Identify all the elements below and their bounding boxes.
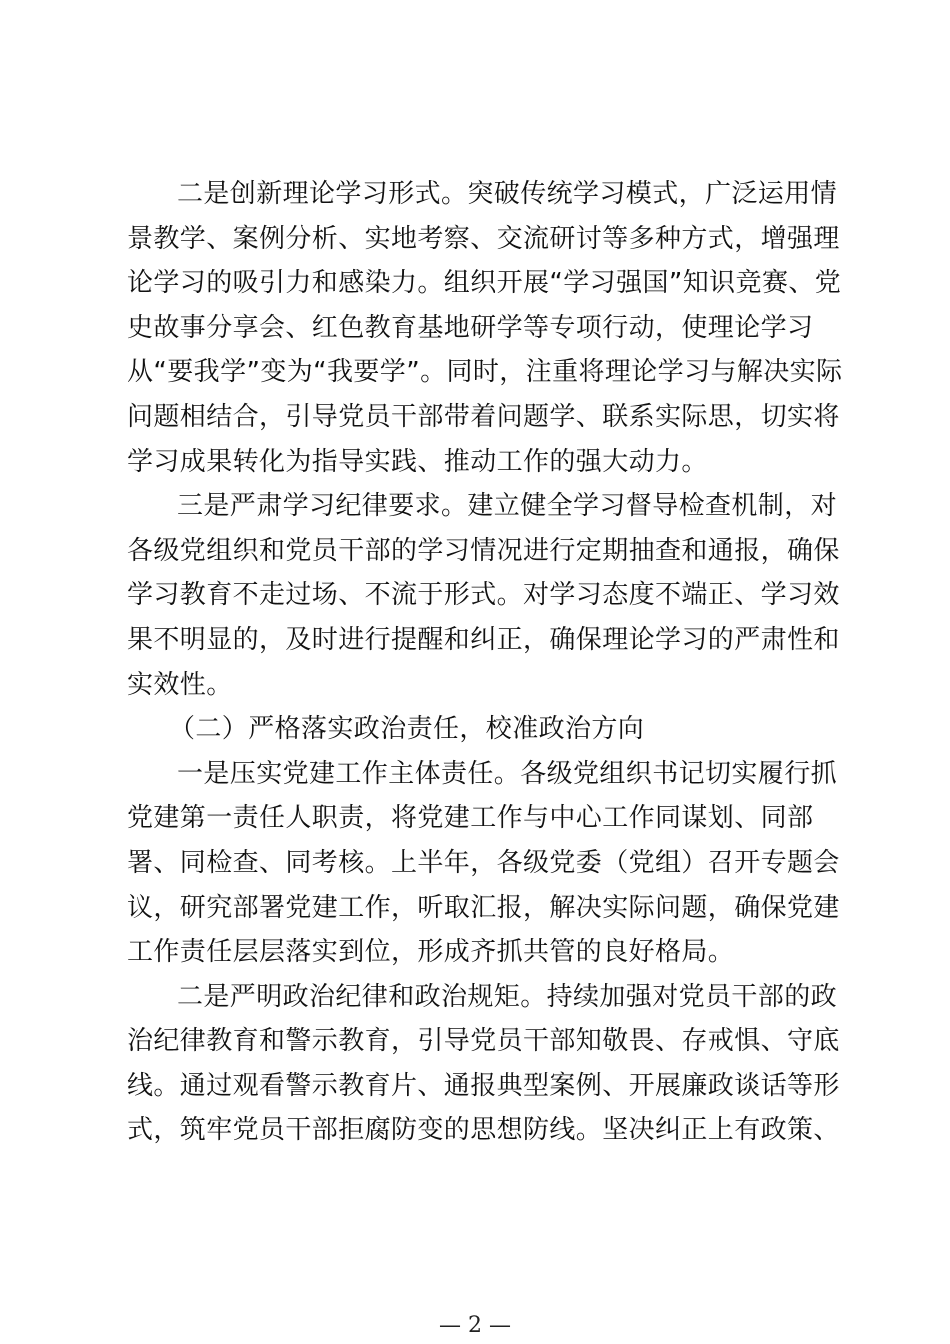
paragraph-line: 党建第一责任人职责，将党建工作与中心工作同谋划、同部 bbox=[127, 803, 814, 834]
paragraph-line: 式，筑牢党员干部拒腐防变的思想防线。坚决纠正上有政策、 bbox=[127, 1115, 840, 1146]
paragraph-line: 学习教育不走过场、不流于形式。对学习态度不端正、学习效 bbox=[127, 580, 840, 611]
paragraph-line: 三是严肃学习纪律要求。建立健全学习督导检查机制，对 bbox=[177, 491, 838, 522]
paragraph-line: 从“要我学”变为“我要学”。同时，注重将理论学习与解决实际 bbox=[127, 357, 843, 388]
paragraph-line: 实效性。 bbox=[127, 669, 233, 700]
paragraph-line: 景教学、案例分析、实地考察、交流研讨等多种方式，增强理 bbox=[127, 223, 840, 254]
paragraph-line: 治纪律教育和警示教育，引导党员干部知敬畏、存戒惧、守底 bbox=[127, 1026, 840, 1057]
paragraph-line: 署、同检查、同考核。上半年，各级党委（党组）召开专题会 bbox=[127, 847, 840, 878]
paragraph-line: 线。通过观看警示教育片、通报典型案例、开展廉政谈话等形 bbox=[127, 1070, 840, 1101]
paragraph-line: 论学习的吸引力和感染力。组织开展“学习强国”知识竞赛、党 bbox=[127, 268, 842, 299]
paragraph-line: 一是压实党建工作主体责任。各级党组织书记切实履行抓 bbox=[177, 758, 838, 789]
document-body bbox=[127, 172, 843, 1153]
paragraph-line: 学习成果转化为指导实践、推动工作的强大动力。 bbox=[127, 446, 708, 477]
page-number: — 2 — bbox=[439, 1313, 511, 1338]
paragraph-line: 果不明显的，及时进行提醒和纠正，确保理论学习的严肃性和 bbox=[127, 624, 840, 655]
paragraph-line: 史故事分享会、红色教育基地研学等专项行动，使理论学习 bbox=[127, 312, 814, 343]
paragraph-line: 工作责任层层落实到位，形成齐抓共管的良好格局。 bbox=[127, 937, 735, 968]
paragraph-line: 议，研究部署党建工作，听取汇报，解决实际问题，确保党建 bbox=[127, 892, 840, 923]
paragraph-line: 二是严明政治纪律和政治规矩。持续加强对党员干部的政 bbox=[177, 981, 838, 1012]
paragraph-line: 二是创新理论学习形式。突破传统学习模式，广泛运用情 bbox=[177, 179, 838, 209]
section-heading: （二）严格落实政治责任，校准政治方向 bbox=[169, 714, 645, 745]
paragraph-line: 问题相结合，引导党员干部带着问题学、联系实际思，切实将 bbox=[127, 401, 840, 432]
paragraph-line: 各级党组织和党员干部的学习情况进行定期抽查和通报，确保 bbox=[127, 535, 840, 566]
